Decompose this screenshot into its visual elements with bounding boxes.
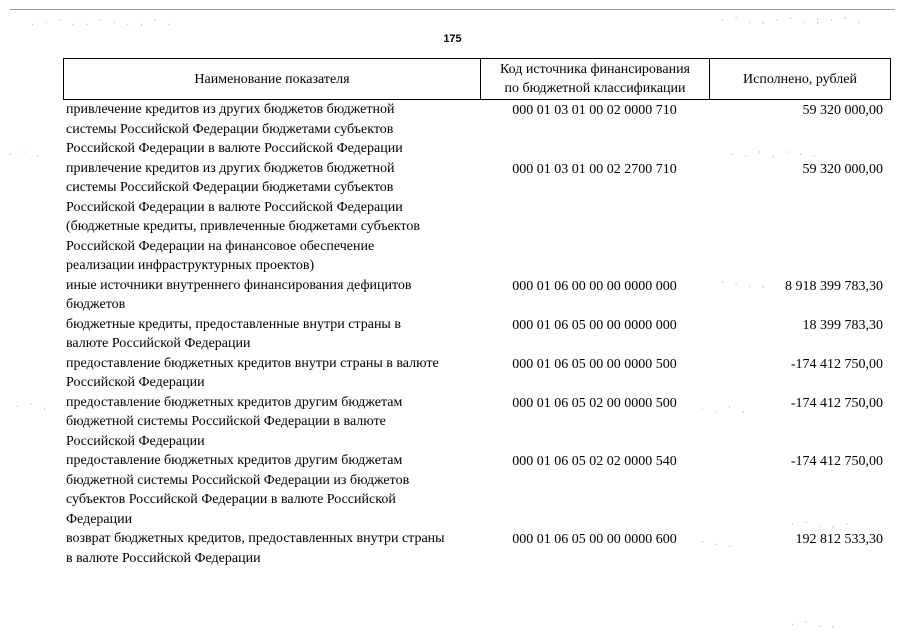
row-name-line: реализации инфраструктурных проектов)	[66, 258, 315, 273]
row-name	[63, 393, 480, 452]
scan-noise: · . ' , ' · .	[730, 150, 819, 159]
scan-noise: · ' .	[8, 150, 43, 159]
row-name	[63, 159, 480, 276]
row-name-line: валюте Российской Федерации	[66, 336, 251, 351]
row-name-line: привлечение кредитов из других бюджетов бюджетной	[66, 102, 395, 117]
header-amount: Исполнено, рублей	[743, 71, 857, 87]
scan-noise: · ' . , ·	[790, 520, 852, 529]
row-amount: 59 320 000,00	[802, 103, 883, 118]
row-name-line: системы Российской Федерации бюджетами субъектов	[66, 180, 394, 195]
row-name-line: бюджетные кредиты, предоставленные внутри страны в	[66, 316, 401, 332]
row-name-line: Федерации	[66, 511, 133, 527]
row-name	[63, 354, 480, 393]
row-name-line: возврат бюджетных кредитов, предоставленных внутри страны	[66, 531, 445, 546]
table-body	[63, 100, 891, 568]
row-name-line: субъектов Российской Федерации в валюте Российской	[66, 492, 396, 507]
row-name-line: бюджетной системы Российской Федерации из бюджетов	[66, 472, 410, 488]
header-code-line1: Код источника финансирования	[500, 62, 690, 77]
row-amount: -174 412 750,00	[790, 395, 883, 411]
row-name-line: привлечение кредитов из других бюджетов бюджетной	[66, 160, 395, 176]
scan-noise: ' · . ,	[720, 280, 768, 289]
row-code: 000 01 06 05 02 00 0000 500	[512, 395, 677, 411]
row-name	[63, 451, 480, 529]
row-code: 000 01 03 01 00 02 0000 710	[512, 103, 677, 118]
scan-noise: · ' . , · ' . ; · ' .	[720, 16, 864, 25]
table-row	[63, 276, 891, 315]
row-amount: 18 399 783,30	[802, 317, 883, 333]
row-name-line: Российской Федерации на финансовое обеспечение	[66, 238, 375, 254]
row-name-line: предоставление бюджетных кредитов другим бюджетам	[66, 394, 403, 410]
row-name-line: иные источники внутреннего финансирования дефицитов	[66, 277, 412, 293]
row-code: 000 01 03 01 00 02 2700 710	[512, 161, 677, 177]
row-amount: -174 412 750,00	[790, 356, 883, 372]
table-row	[63, 393, 891, 452]
row-name-line: системы Российской Федерации бюджетами субъектов	[66, 121, 394, 137]
header-name: Наименование показателя	[64, 59, 481, 99]
row-name-line: Российской Федерации	[66, 375, 205, 390]
table-row	[63, 100, 891, 159]
row-amount: 192 812 533,30	[795, 532, 883, 547]
row-amount: 59 320 000,00	[802, 161, 883, 177]
scan-noise: · . ' ,	[700, 405, 748, 414]
row-code: 000 01 06 05 00 00 0000 600	[512, 532, 677, 547]
top-rule	[10, 9, 895, 10]
row-code: 000 01 06 05 00 00 0000 500	[512, 356, 677, 372]
row-code: 000 01 06 00 00 00 0000 000	[512, 278, 677, 294]
row-name	[63, 100, 480, 159]
row-name	[63, 529, 480, 568]
row-amount: 8 918 399 783,30	[785, 278, 883, 294]
row-name	[63, 315, 480, 354]
row-name	[63, 276, 480, 315]
header-code	[481, 59, 710, 99]
scan-noise: · ' ,	[15, 402, 50, 411]
row-name-line: бюджетной системы Российской Федерации в валюте	[66, 414, 386, 429]
row-amount: -174 412 750,00	[790, 454, 883, 469]
row-name-line: (бюджетные кредиты, привлеченные бюджетами субъектов	[66, 219, 420, 234]
table-header	[63, 58, 891, 100]
table-row	[63, 354, 891, 393]
table-row	[63, 451, 891, 529]
row-code: 000 01 06 05 00 00 0000 000	[512, 317, 677, 333]
scan-noise: ' · .	[700, 540, 735, 549]
row-name-line: бюджетов	[66, 297, 126, 312]
table-row	[63, 315, 891, 354]
scan-noise: · ' . ,	[790, 620, 838, 629]
table-row	[63, 159, 891, 276]
page-number: 175	[443, 33, 462, 45]
scan-noise: . · ' , . ' · . , ' .	[30, 18, 174, 27]
row-name-line: Российской Федерации	[66, 433, 205, 449]
header-code-line2: по бюджетной классификации	[504, 81, 686, 96]
row-name-line: Российской Федерации в валюте Российской Федерации	[66, 141, 403, 156]
table-row	[63, 529, 891, 568]
row-name-line: в валюте Российской Федерации	[66, 550, 261, 566]
row-name-line: предоставление бюджетных кредитов внутри страны в валюте	[66, 355, 439, 371]
row-name-line: Российской Федерации в валюте Российской Федерации	[66, 199, 403, 215]
row-code: 000 01 06 05 02 02 0000 540	[512, 454, 677, 469]
row-name-line: предоставление бюджетных кредитов другим бюджетам	[66, 453, 403, 468]
